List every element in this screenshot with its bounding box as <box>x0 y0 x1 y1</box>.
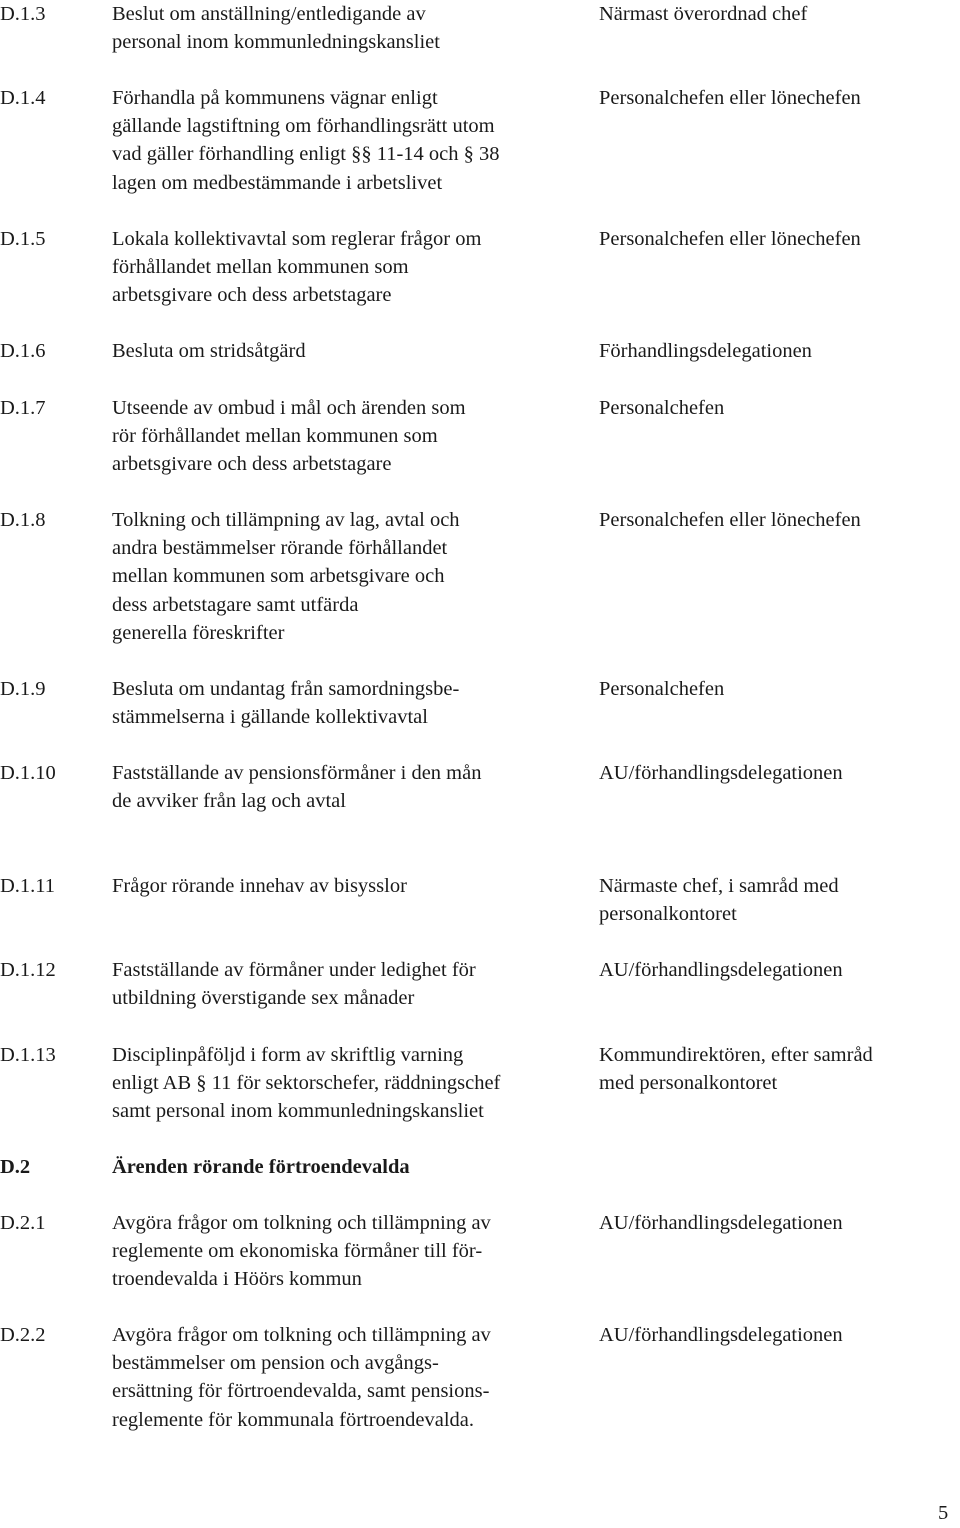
section-code: D.2 <box>0 1156 31 1178</box>
row-description: Förhandla på kommunens vägnar enligt gällande lagstiftning om förhandlingsrätt utom vad gäller förhandling enligt §§ 11-14 och § 38 lagen om medbestämmande i arbetslivet <box>112 87 500 194</box>
row-code: D.1.10 <box>0 762 56 784</box>
row-authority: Personalchefen <box>599 678 725 700</box>
row-authority: Kommundirektören, efter samråd med personalkontoret <box>599 1044 873 1095</box>
row-description: Avgöra frågor om tolkning och tillämpning av reglemente om ekonomiska förmåner till för- troendevalda i Höörs kommun <box>112 1212 491 1291</box>
row-authority: Personalchefen <box>599 397 725 419</box>
row-authority: AU/förhandlingsdelegationen <box>599 1324 843 1346</box>
row-description: Fastställande av pensionsförmåner i den mån de avviker från lag och avtal <box>112 762 482 813</box>
row-description: Tolkning och tillämpning av lag, avtal och andra bestämmelser rörande förhållandet mellan kommunen som arbetsgivare och dess arbetstagare samt utfärda generella föreskrifter <box>112 509 460 644</box>
row-description: Frågor rörande innehav av bisysslor <box>112 875 407 897</box>
row-code: D.1.12 <box>0 959 56 981</box>
row-description: Utseende av ombud i mål och ärenden som rör förhållandet mellan kommunen som arbetsgivare och dess arbetstagare <box>112 397 466 476</box>
row-authority: Personalchefen eller lönechefen <box>599 228 861 250</box>
row-code: D.1.13 <box>0 1044 56 1066</box>
row-description: Beslut om anställning/entledigande av personal inom kommunledningskansliet <box>112 3 440 54</box>
row-code: D.1.9 <box>0 678 46 700</box>
row-description: Besluta om stridsåtgärd <box>112 340 306 362</box>
section-title: Ärenden rörande förtroendevalda <box>112 1156 410 1178</box>
row-authority: Personalchefen eller lönechefen <box>599 87 861 109</box>
row-code: D.1.5 <box>0 228 46 250</box>
row-description: Avgöra frågor om tolkning och tillämpning av bestämmelser om pension och avgångs- ersättning för förtroendevalda, samt pensions- reglemente för kommunala förtroendevalda. <box>112 1324 491 1431</box>
row-code: D.1.4 <box>0 87 46 109</box>
row-code: D.1.8 <box>0 509 46 531</box>
row-description: Fastställande av förmåner under ledighet för utbildning överstigande sex månader <box>112 959 476 1010</box>
page-number: 5 <box>938 1502 949 1524</box>
row-authority: Personalchefen eller lönechefen <box>599 509 861 531</box>
row-code: D.2.2 <box>0 1324 46 1346</box>
row-authority: Närmast överordnad chef <box>599 3 808 25</box>
row-code: D.1.7 <box>0 397 46 419</box>
row-authority: AU/förhandlingsdelegationen <box>599 1212 843 1234</box>
row-description: Lokala kollektivavtal som reglerar frågor om förhållandet mellan kommunen som arbetsgivare och dess arbetstagare <box>112 228 482 307</box>
row-authority: Förhandlingsdelegationen <box>599 340 812 362</box>
row-authority: AU/förhandlingsdelegationen <box>599 959 843 981</box>
row-code: D.1.11 <box>0 875 56 897</box>
row-description: Disciplinpåföljd i form av skriftlig varning enligt AB § 11 för sektorschefer, räddningschef samt personal inom kommunledningskansliet <box>112 1044 501 1123</box>
row-description: Besluta om undantag från samordningsbe- stämmelserna i gällande kollektivavtal <box>112 678 460 729</box>
row-code: D.1.6 <box>0 340 46 362</box>
row-authority: AU/förhandlingsdelegationen <box>599 762 843 784</box>
row-code: D.2.1 <box>0 1212 46 1234</box>
row-authority: Närmaste chef, i samråd med personalkontoret <box>599 875 839 926</box>
row-code: D.1.3 <box>0 3 46 25</box>
